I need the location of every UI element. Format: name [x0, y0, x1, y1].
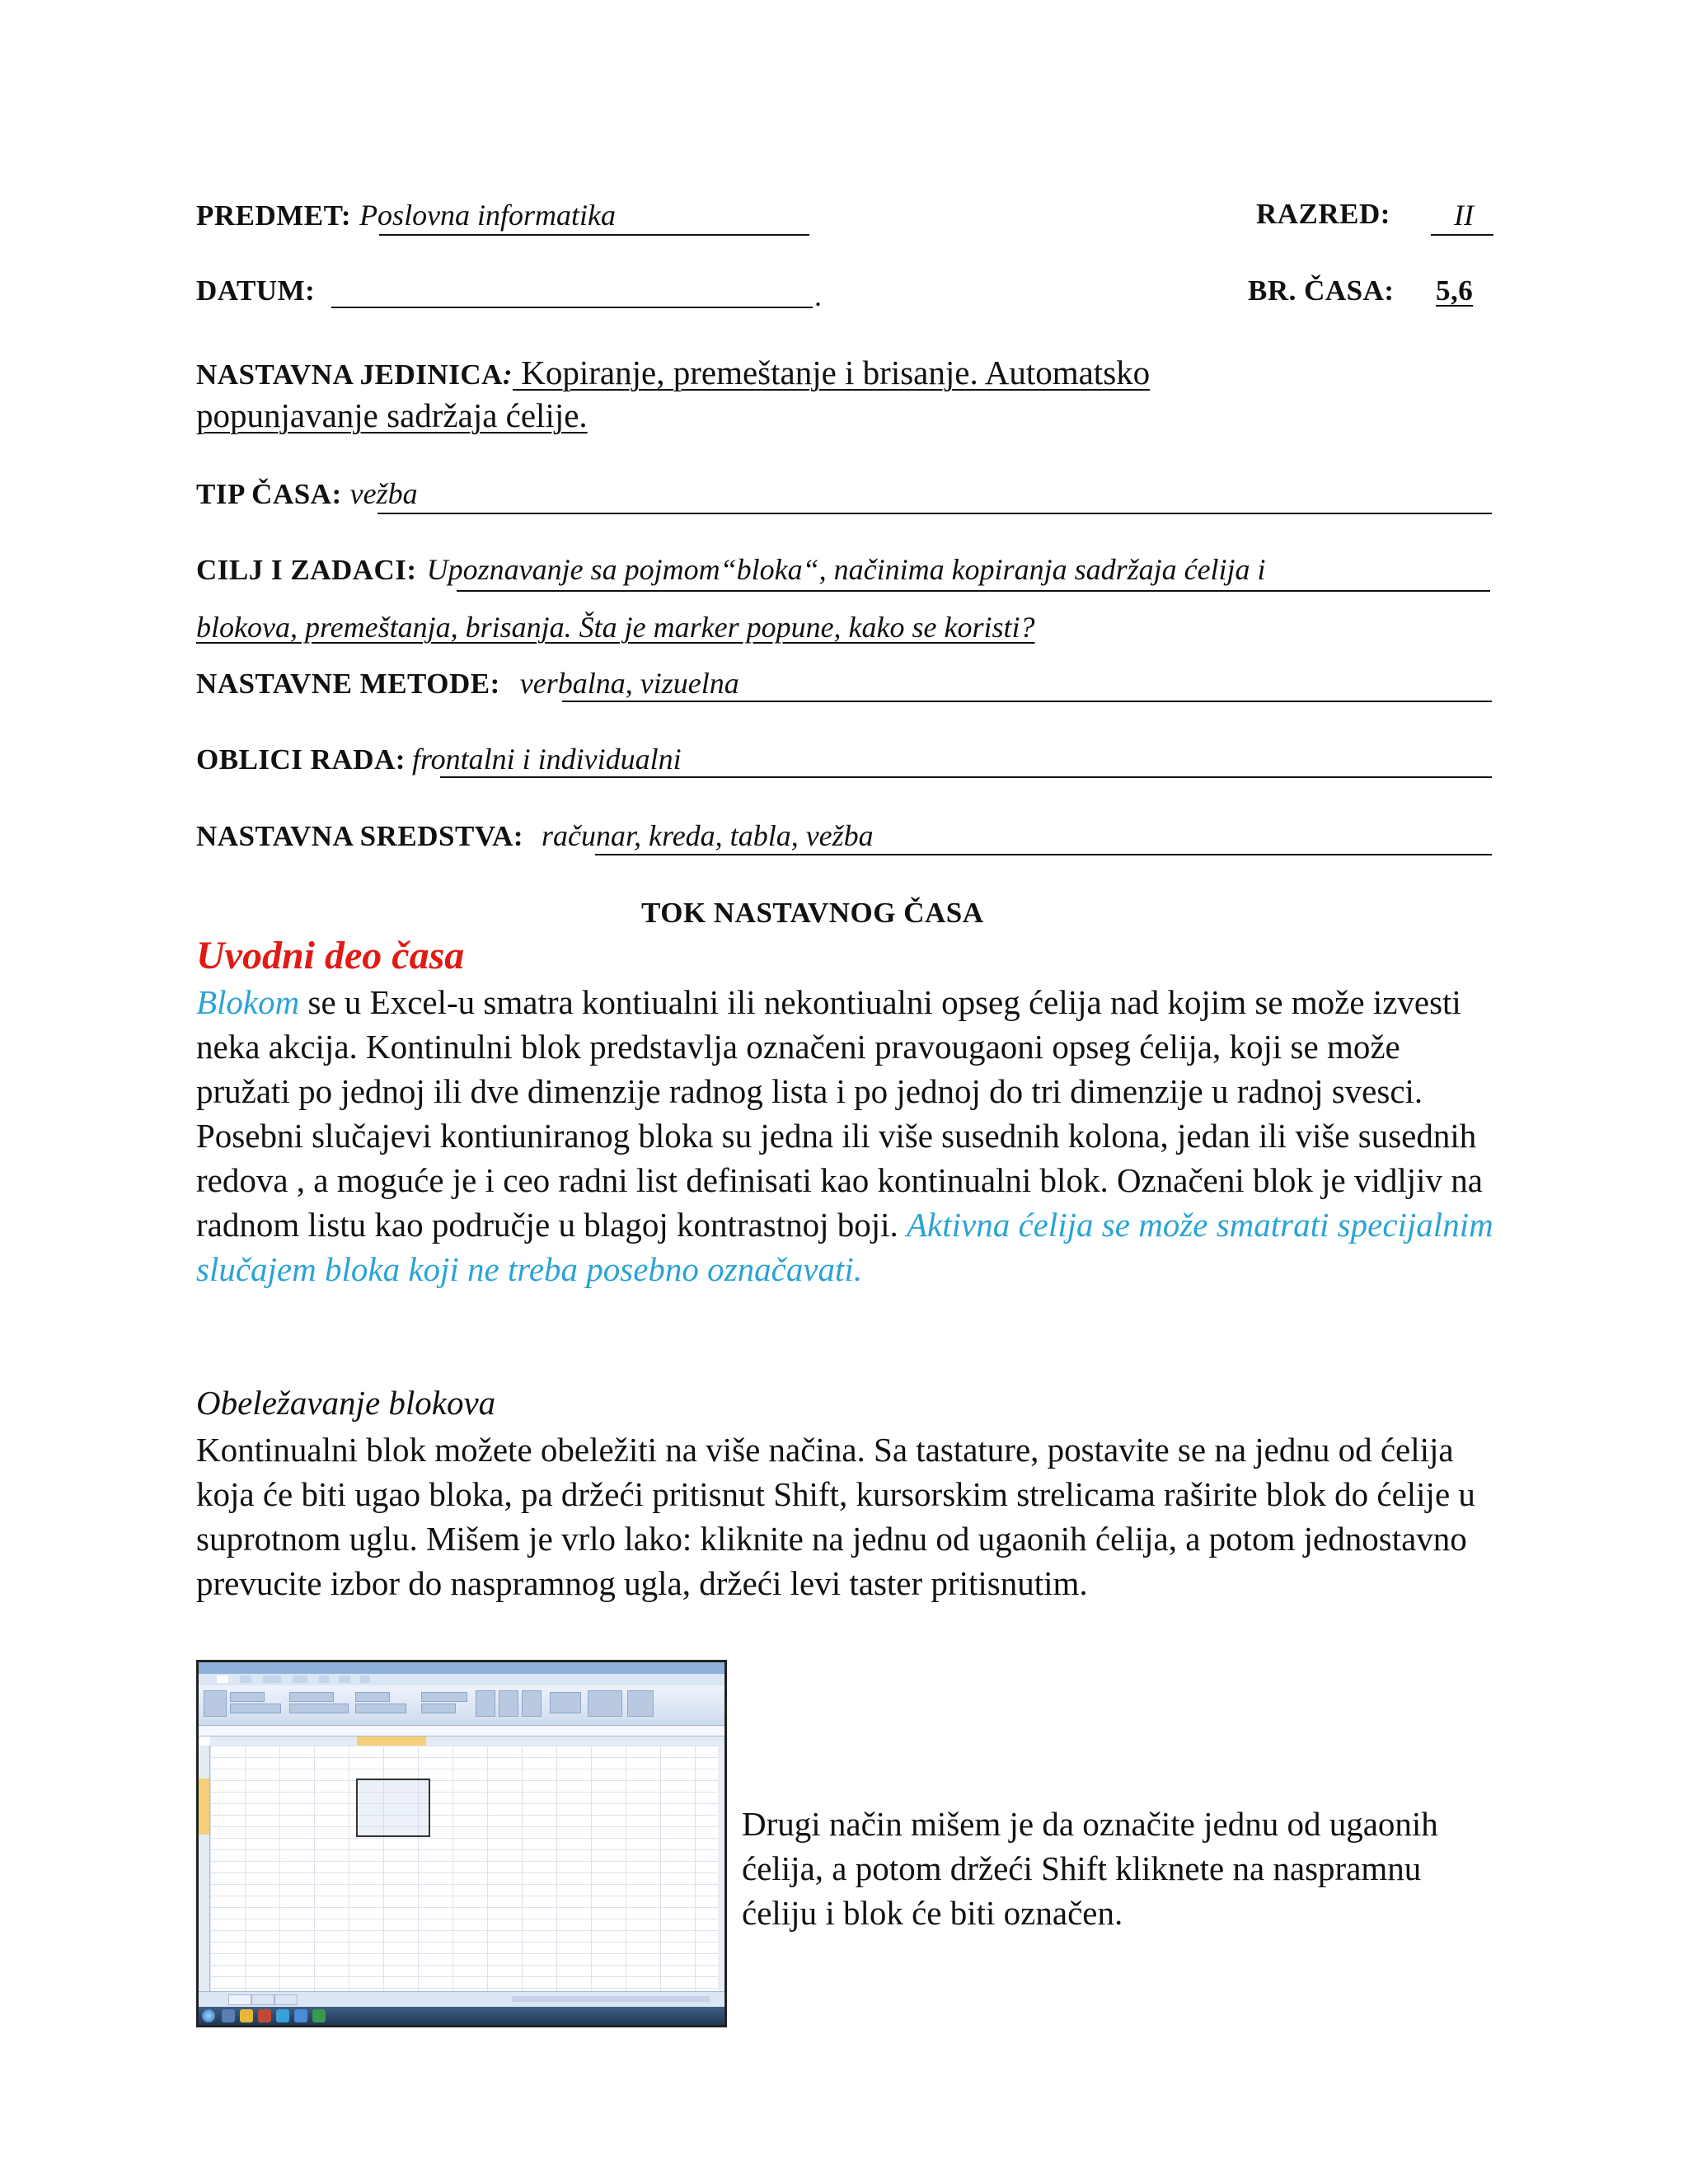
razred-label: RAZRED: — [1256, 198, 1390, 230]
paragraph-blok — [196, 980, 1498, 1291]
predmet-row — [196, 198, 616, 232]
blokom-term: Blokom — [196, 983, 300, 1021]
paragraph-obelezavanje: Kontinualni blok možete obeležiti na više načina. Sa tastature, postavite se na jednu od ćelija koja će biti ugao bloka, pa držeći pritisnut Shift, kursorskim strelicama raširite blok do ćelije u suprotnom uglu. Mišem je vrlo lako: kliknite na jednu od ugaonih ćelija, a potom jednostavno prevucite izbor do naspramnog ugla, držeći levi taster pritisnutim. — [196, 1431, 1475, 1602]
excel-row-headers — [199, 1746, 210, 1992]
aktivna-celija-highlight: Aktivna ćelija se može smatrati specijalnim slučajem bloka koji ne treba posebno označavati. — [196, 1206, 1493, 1288]
metode-label: NASTAVNE METODE: — [196, 668, 500, 700]
excel-grid — [210, 1746, 718, 1992]
predmet-underline — [379, 234, 809, 236]
tip-underline — [377, 513, 1492, 514]
sredstva-label: NASTAVNA SREDSTVA: — [196, 820, 524, 852]
datum-blank-line — [331, 307, 813, 308]
metode-value: verbalna, vizuelna — [519, 667, 739, 700]
predmet-label: PREDMET: — [196, 199, 352, 232]
paragraph-shift-click: Drugi način mišem je da označite jednu od ugaonih ćelija, a potom držeći Shift kliknete na naspramnu ćeliju i blok će biti označen. — [742, 1805, 1438, 1932]
tip-label: TIP ČASA: — [196, 478, 342, 510]
oblici-label: OBLICI RADA: — [196, 743, 406, 776]
datum-label: DATUM: — [196, 274, 316, 307]
cilj-underline-1 — [457, 590, 1490, 592]
tok-title: TOK NASTAVNOG ČASA — [641, 897, 984, 929]
jedinica-row — [196, 353, 1150, 392]
cilj-row — [196, 552, 1266, 587]
razred-value: II — [1454, 199, 1474, 232]
sredstva-row — [196, 818, 874, 853]
windows-taskbar — [199, 2007, 724, 2025]
cilj-line2: blokova, premeštanja, brisanja. Šta je marker popune, kako se koristi? — [196, 611, 1035, 644]
br-casa-label: BR. ČASA: — [1248, 274, 1395, 307]
jedinica-label: NASTAVNA JEDINICA — [196, 359, 503, 391]
br-casa-value: 5,6 — [1436, 274, 1474, 307]
excel-ribbon — [199, 1685, 724, 1726]
jedinica-colon: : — [502, 359, 513, 391]
datum-trailing: . — [814, 279, 822, 312]
predmet-value: Poslovna informatika — [359, 199, 617, 232]
metode-row — [196, 666, 739, 701]
paragraph-blok-text: se u Excel-u smatra kontiualni ili nekontiualni opseg ćelija nad kojim se može izvesti neka akcija. Kontinulni blok predstavlja označeni pravougaoni opseg ćelija, koji se može pružati po jednoj ili dve dimenzije radnog lista i po jednoj do tri dimenzije u radnoj svesci. Posebni slučajevi kontiuniranog bloka su jedna ili više susednih kolona, jedan ili više susednih redova , a moguće je i ceo radni list definisati kao kontinualni blok. Označeni blok je vidljiv na radnom listu kao područje u blagoj kontrastnoj boji. — [196, 983, 1483, 1244]
excel-selected-block — [356, 1779, 430, 1837]
excel-scrollbar — [718, 1746, 724, 1992]
excel-sheet-tabs — [199, 1991, 724, 2007]
excel-formula-bar — [199, 1726, 724, 1736]
tip-row — [196, 476, 418, 511]
tip-value: vežba — [349, 477, 418, 510]
uvodni-heading: Uvodni deo časa — [196, 934, 465, 977]
cilj-line1: Upoznavanje sa pojmom“bloka“, načinima kopiranja sadržaja ćelija i — [426, 553, 1266, 586]
cilj-label: CILJ I ZADACI: — [196, 554, 417, 586]
oblici-underline — [440, 776, 1492, 778]
sredstva-underline — [595, 854, 1492, 855]
razred-underline — [1431, 234, 1493, 236]
oblici-row — [196, 742, 682, 776]
obelezavanje-heading: Obeležavanje blokova — [196, 1384, 496, 1422]
excel-titlebar — [199, 1662, 724, 1674]
oblici-value: frontalni i individualni — [411, 743, 682, 776]
excel-screenshot — [196, 1660, 727, 2027]
metode-underline — [562, 701, 1492, 702]
jedinica-line2: popunjavanje sadržaja ćelije. — [196, 396, 588, 434]
excel-ribbon-tabs — [199, 1674, 724, 1685]
sredstva-value: računar, kreda, tabla, vežba — [542, 819, 874, 852]
jedinica-line1: Kopiranje, premeštanje i brisanje. Automatsko — [513, 354, 1151, 391]
